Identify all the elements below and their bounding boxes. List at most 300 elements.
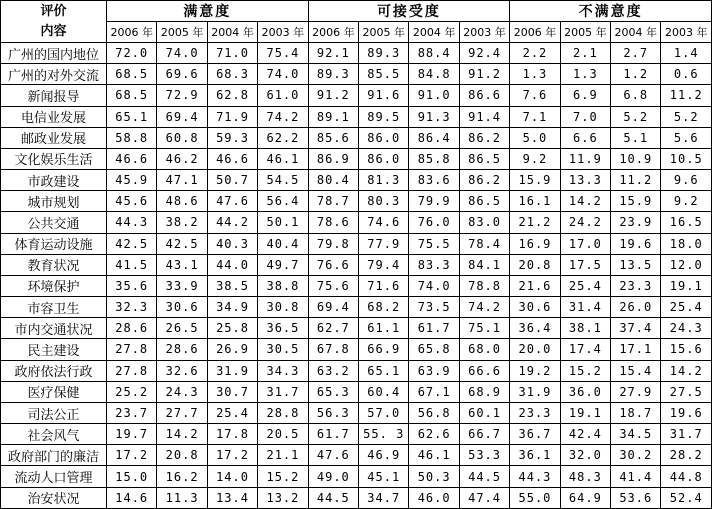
value-cell-satisfaction: 30.6 [157,297,207,318]
value-cell-dissatisfaction: 25.4 [560,275,610,296]
value-cell-acceptance: 79.9 [409,191,459,212]
table-row [1,445,712,466]
value-cell-dissatisfaction: 7.6 [510,85,560,106]
value-cell-acceptance: 46.0 [409,487,459,508]
value-cell-satisfaction: 27.8 [107,339,157,360]
value-cell-dissatisfaction: 11.2 [611,170,661,191]
value-cell-acceptance: 63.9 [409,360,459,381]
value-cell-satisfaction: 14.2 [157,424,207,445]
row-label: 教育状况 [1,254,107,275]
value-cell-satisfaction: 68.3 [207,64,257,85]
value-cell-satisfaction: 24.3 [157,381,207,402]
value-cell-acceptance: 56.8 [409,402,459,423]
value-cell-acceptance: 61.7 [409,318,459,339]
value-cell-satisfaction: 62.8 [207,85,257,106]
table-row [1,127,712,148]
value-cell-dissatisfaction: 12.0 [661,254,712,275]
table-row [1,212,712,233]
table-row [1,339,712,360]
table-row [1,170,712,191]
table-row [1,381,712,402]
value-cell-dissatisfaction: 6.8 [611,85,661,106]
value-cell-satisfaction: 60.8 [157,127,207,148]
value-cell-dissatisfaction: 7.1 [510,106,560,127]
value-cell-satisfaction: 30.8 [258,297,308,318]
row-label: 公共交通 [1,212,107,233]
value-cell-dissatisfaction: 64.9 [560,487,610,508]
value-cell-dissatisfaction: 15.6 [661,339,712,360]
value-cell-dissatisfaction: 5.2 [661,106,712,127]
value-cell-dissatisfaction: 34.5 [611,424,661,445]
value-cell-acceptance: 46.9 [359,445,409,466]
value-cell-satisfaction: 14.6 [107,487,157,508]
value-cell-satisfaction: 71.0 [207,43,257,64]
value-cell-satisfaction: 28.6 [157,339,207,360]
value-cell-satisfaction: 61.0 [258,85,308,106]
value-cell-dissatisfaction: 26.0 [611,297,661,318]
table-row [1,424,712,445]
value-cell-acceptance: 88.4 [409,43,459,64]
value-cell-acceptance: 74.0 [409,275,459,296]
table-row [1,43,712,64]
row-label: 环境保护 [1,275,107,296]
value-cell-acceptance: 60.4 [359,381,409,402]
value-cell-satisfaction: 74.2 [258,106,308,127]
value-cell-acceptance: 44.5 [308,487,358,508]
row-label: 市政建设 [1,170,107,191]
value-cell-dissatisfaction: 15.9 [510,170,560,191]
value-cell-dissatisfaction: 44.3 [510,466,560,487]
value-cell-acceptance: 86.5 [459,148,509,169]
value-cell-satisfaction: 43.1 [157,254,207,275]
value-cell-satisfaction: 69.4 [157,106,207,127]
value-cell-dissatisfaction: 25.4 [661,297,712,318]
value-cell-acceptance: 83.6 [409,170,459,191]
value-cell-satisfaction: 25.8 [207,318,257,339]
row-label: 城市规划 [1,191,107,212]
value-cell-satisfaction: 34.3 [258,360,308,381]
value-cell-satisfaction: 49.7 [258,254,308,275]
value-cell-acceptance: 57.0 [359,402,409,423]
value-cell-satisfaction: 72.9 [157,85,207,106]
value-cell-dissatisfaction: 31.9 [510,381,560,402]
value-cell-satisfaction: 21.1 [258,445,308,466]
value-cell-satisfaction: 33.9 [157,275,207,296]
value-cell-satisfaction: 17.8 [207,424,257,445]
value-cell-satisfaction: 54.5 [258,170,308,191]
value-cell-satisfaction: 42.5 [107,233,157,254]
value-cell-acceptance: 78.7 [308,191,358,212]
value-cell-acceptance: 80.3 [359,191,409,212]
value-cell-acceptance: 65.3 [308,381,358,402]
value-cell-acceptance: 89.3 [359,43,409,64]
value-cell-satisfaction: 44.2 [207,212,257,233]
value-cell-acceptance: 91.0 [409,85,459,106]
value-cell-acceptance: 46.1 [409,445,459,466]
value-cell-acceptance: 74.2 [459,297,509,318]
value-cell-acceptance: 67.8 [308,339,358,360]
value-cell-satisfaction: 72.0 [107,43,157,64]
table-header [1,1,712,43]
value-cell-acceptance: 75.6 [308,275,358,296]
value-cell-dissatisfaction: 21.6 [510,275,560,296]
value-cell-dissatisfaction: 19.6 [661,402,712,423]
row-label: 治安状况 [1,487,107,508]
year-header-dissatisfaction-2004: 2004 年 [611,22,661,43]
year-header-dissatisfaction-2005: 2005 年 [560,22,610,43]
value-cell-dissatisfaction: 36.7 [510,424,560,445]
value-cell-dissatisfaction: 16.1 [510,191,560,212]
value-cell-acceptance: 89.3 [308,64,358,85]
value-cell-dissatisfaction: 24.3 [661,318,712,339]
value-cell-dissatisfaction: 5.2 [611,106,661,127]
year-header-satisfaction-2004: 2004 年 [207,22,257,43]
value-cell-satisfaction: 58.8 [107,127,157,148]
value-cell-satisfaction: 44.3 [107,212,157,233]
value-cell-satisfaction: 45.6 [107,191,157,212]
row-label: 新闻报导 [1,85,107,106]
value-cell-acceptance: 76.0 [409,212,459,233]
value-cell-acceptance: 89.5 [359,106,409,127]
value-cell-acceptance: 65.1 [359,360,409,381]
value-cell-dissatisfaction: 20.8 [510,254,560,275]
value-cell-dissatisfaction: 31.7 [661,424,712,445]
row-label: 政府部门的廉洁 [1,445,107,466]
value-cell-dissatisfaction: 37.4 [611,318,661,339]
value-cell-acceptance: 89.1 [308,106,358,127]
value-cell-satisfaction: 34.9 [207,297,257,318]
value-cell-dissatisfaction: 19.1 [560,402,610,423]
value-cell-dissatisfaction: 27.9 [611,381,661,402]
value-cell-dissatisfaction: 53.6 [611,487,661,508]
value-cell-acceptance: 68.0 [459,339,509,360]
row-label: 邮政业发展 [1,127,107,148]
row-label: 流动人口管理 [1,466,107,487]
value-cell-dissatisfaction: 23.3 [611,275,661,296]
value-cell-dissatisfaction: 6.9 [560,85,610,106]
value-cell-dissatisfaction: 9.2 [510,148,560,169]
value-cell-satisfaction: 23.7 [107,402,157,423]
year-header-acceptance-2003: 2003 年 [459,22,509,43]
value-cell-acceptance: 86.0 [359,148,409,169]
value-cell-dissatisfaction: 27.5 [661,381,712,402]
value-cell-acceptance: 68.9 [459,381,509,402]
value-cell-satisfaction: 19.7 [107,424,157,445]
year-header-satisfaction-2005: 2005 年 [157,22,207,43]
row-label: 社会风气 [1,424,107,445]
value-cell-dissatisfaction: 10.9 [611,148,661,169]
value-cell-satisfaction: 26.9 [207,339,257,360]
value-cell-satisfaction: 17.2 [207,445,257,466]
value-cell-dissatisfaction: 16.5 [661,212,712,233]
value-cell-dissatisfaction: 20.0 [510,339,560,360]
row-label: 市内交通状况 [1,318,107,339]
value-cell-dissatisfaction: 11.2 [661,85,712,106]
value-cell-dissatisfaction: 31.4 [560,297,610,318]
value-cell-dissatisfaction: 28.2 [661,445,712,466]
value-cell-dissatisfaction: 21.2 [510,212,560,233]
value-cell-dissatisfaction: 24.2 [560,212,610,233]
value-cell-acceptance: 60.1 [459,402,509,423]
value-cell-acceptance: 76.6 [308,254,358,275]
value-cell-dissatisfaction: 41.4 [611,466,661,487]
value-cell-dissatisfaction: 42.4 [560,424,610,445]
value-cell-acceptance: 47.6 [308,445,358,466]
value-cell-satisfaction: 15.0 [107,466,157,487]
value-cell-satisfaction: 65.1 [107,106,157,127]
value-cell-satisfaction: 30.7 [207,381,257,402]
value-cell-dissatisfaction: 14.2 [560,191,610,212]
row-label: 民主建设 [1,339,107,360]
value-cell-acceptance: 86.4 [409,127,459,148]
value-cell-satisfaction: 71.9 [207,106,257,127]
value-cell-acceptance: 86.9 [308,148,358,169]
table-row [1,85,712,106]
year-header-acceptance-2005: 2005 年 [359,22,409,43]
value-cell-acceptance: 86.5 [459,191,509,212]
corner-header-line1: 评价 [40,3,67,19]
year-header-acceptance-2004: 2004 年 [409,22,459,43]
value-cell-satisfaction: 36.5 [258,318,308,339]
value-cell-acceptance: 75.1 [459,318,509,339]
value-cell-dissatisfaction: 19.6 [611,233,661,254]
value-cell-acceptance: 91.2 [459,64,509,85]
value-cell-dissatisfaction: 6.6 [560,127,610,148]
value-cell-satisfaction: 30.5 [258,339,308,360]
table-row [1,297,712,318]
value-cell-satisfaction: 46.2 [157,148,207,169]
year-header-acceptance-2006: 2006 年 [308,22,358,43]
value-cell-satisfaction: 74.0 [258,64,308,85]
value-cell-acceptance: 77.9 [359,233,409,254]
value-cell-satisfaction: 62.2 [258,127,308,148]
group-header-satisfaction: 满意度 [107,1,309,22]
table-row [1,254,712,275]
value-cell-acceptance: 56.3 [308,402,358,423]
table-row [1,233,712,254]
row-label: 政府依法行政 [1,360,107,381]
value-cell-satisfaction: 40.3 [207,233,257,254]
value-cell-satisfaction: 38.2 [157,212,207,233]
value-cell-acceptance: 92.1 [308,43,358,64]
value-cell-acceptance: 73.5 [409,297,459,318]
value-cell-acceptance: 91.2 [308,85,358,106]
value-cell-satisfaction: 47.1 [157,170,207,191]
table-row [1,360,712,381]
table-row [1,487,712,508]
value-cell-dissatisfaction: 5.1 [611,127,661,148]
value-cell-satisfaction: 46.6 [207,148,257,169]
value-cell-dissatisfaction: 36.1 [510,445,560,466]
corner-header-eval-content [1,1,107,43]
value-cell-satisfaction: 40.4 [258,233,308,254]
value-cell-dissatisfaction: 36.0 [560,381,610,402]
value-cell-dissatisfaction: 14.2 [661,360,712,381]
row-label: 司法公正 [1,402,107,423]
value-cell-satisfaction: 46.6 [107,148,157,169]
value-cell-acceptance: 91.3 [409,106,459,127]
value-cell-acceptance: 71.6 [359,275,409,296]
value-cell-acceptance: 34.7 [359,487,409,508]
value-cell-dissatisfaction: 13.5 [611,254,661,275]
value-cell-acceptance: 85.5 [359,64,409,85]
value-cell-acceptance: 61.7 [308,424,358,445]
value-cell-satisfaction: 32.3 [107,297,157,318]
table-row [1,106,712,127]
value-cell-satisfaction: 59.3 [207,127,257,148]
value-cell-satisfaction: 47.6 [207,191,257,212]
value-cell-satisfaction: 13.2 [258,487,308,508]
value-cell-dissatisfaction: 7.0 [560,106,610,127]
value-cell-satisfaction: 13.4 [207,487,257,508]
year-header-satisfaction-2003: 2003 年 [258,22,308,43]
value-cell-acceptance: 69.4 [308,297,358,318]
value-cell-dissatisfaction: 0.6 [661,64,712,85]
value-cell-dissatisfaction: 2.7 [611,43,661,64]
value-cell-acceptance: 61.1 [359,318,409,339]
value-cell-dissatisfaction: 5.0 [510,127,560,148]
value-cell-satisfaction: 16.2 [157,466,207,487]
value-cell-satisfaction: 68.5 [107,85,157,106]
table-row [1,148,712,169]
value-cell-dissatisfaction: 9.6 [661,170,712,191]
value-cell-dissatisfaction: 19.2 [510,360,560,381]
value-cell-satisfaction: 27.8 [107,360,157,381]
value-cell-acceptance: 78.6 [308,212,358,233]
value-cell-dissatisfaction: 5.6 [661,127,712,148]
group-header-dissatisfaction: 不满意度 [510,1,712,22]
value-cell-acceptance: 80.4 [308,170,358,191]
year-header-dissatisfaction-2003: 2003 年 [661,22,712,43]
value-cell-dissatisfaction: 32.0 [560,445,610,466]
value-cell-satisfaction: 28.8 [258,402,308,423]
row-label: 广州的国内地位 [1,43,107,64]
value-cell-dissatisfaction: 36.4 [510,318,560,339]
value-cell-dissatisfaction: 1.4 [661,43,712,64]
value-cell-dissatisfaction: 15.4 [611,360,661,381]
value-cell-acceptance: 67.1 [409,381,459,402]
value-cell-acceptance: 62.6 [409,424,459,445]
value-cell-satisfaction: 38.8 [258,275,308,296]
value-cell-acceptance: 66.9 [359,339,409,360]
value-cell-satisfaction: 31.9 [207,360,257,381]
table-row [1,191,712,212]
value-cell-satisfaction: 41.5 [107,254,157,275]
value-cell-satisfaction: 46.1 [258,148,308,169]
value-cell-dissatisfaction: 18.0 [661,233,712,254]
value-cell-dissatisfaction: 44.8 [661,466,712,487]
value-cell-acceptance: 86.6 [459,85,509,106]
value-cell-dissatisfaction: 17.4 [560,339,610,360]
value-cell-acceptance: 91.4 [459,106,509,127]
value-cell-dissatisfaction: 1.3 [510,64,560,85]
value-cell-satisfaction: 31.7 [258,381,308,402]
value-cell-dissatisfaction: 55.0 [510,487,560,508]
value-cell-dissatisfaction: 16.9 [510,233,560,254]
year-header-satisfaction-2006: 2006 年 [107,22,157,43]
value-cell-dissatisfaction: 30.2 [611,445,661,466]
value-cell-acceptance: 68.2 [359,297,409,318]
value-cell-dissatisfaction: 18.7 [611,402,661,423]
value-cell-dissatisfaction: 1.2 [611,64,661,85]
value-cell-satisfaction: 25.2 [107,381,157,402]
value-cell-acceptance: 65.8 [409,339,459,360]
value-cell-acceptance: 47.4 [459,487,509,508]
value-cell-acceptance: 44.5 [459,466,509,487]
value-cell-acceptance: 49.0 [308,466,358,487]
value-cell-dissatisfaction: 1.3 [560,64,610,85]
value-cell-acceptance: 78.8 [459,275,509,296]
table-row [1,318,712,339]
value-cell-dissatisfaction: 2.2 [510,43,560,64]
value-cell-dissatisfaction: 9.2 [661,191,712,212]
value-cell-dissatisfaction: 15.9 [611,191,661,212]
value-cell-acceptance: 86.2 [459,170,509,191]
value-cell-acceptance: 91.6 [359,85,409,106]
value-cell-acceptance: 75.5 [409,233,459,254]
value-cell-satisfaction: 42.5 [157,233,207,254]
value-cell-satisfaction: 11.3 [157,487,207,508]
value-cell-acceptance: 86.0 [359,127,409,148]
row-label: 广州的对外交流 [1,64,107,85]
value-cell-dissatisfaction: 10.5 [661,148,712,169]
value-cell-acceptance: 79.8 [308,233,358,254]
value-cell-dissatisfaction: 19.1 [661,275,712,296]
value-cell-satisfaction: 75.4 [258,43,308,64]
value-cell-satisfaction: 45.9 [107,170,157,191]
value-cell-satisfaction: 32.6 [157,360,207,381]
value-cell-acceptance: 74.6 [359,212,409,233]
table-row [1,64,712,85]
value-cell-acceptance: 85.8 [409,148,459,169]
value-cell-satisfaction: 48.6 [157,191,207,212]
value-cell-satisfaction: 25.4 [207,402,257,423]
group-header-acceptance: 可接受度 [308,1,510,22]
value-cell-satisfaction: 69.6 [157,64,207,85]
value-cell-acceptance: 66.7 [459,424,509,445]
value-cell-acceptance: 85.6 [308,127,358,148]
value-cell-satisfaction: 27.7 [157,402,207,423]
row-label: 医疗保健 [1,381,107,402]
table-row [1,466,712,487]
value-cell-satisfaction: 20.5 [258,424,308,445]
value-cell-satisfaction: 20.8 [157,445,207,466]
value-cell-satisfaction: 56.4 [258,191,308,212]
value-cell-acceptance: 50.3 [409,466,459,487]
row-label: 市容卫生 [1,297,107,318]
year-header-dissatisfaction-2006: 2006 年 [510,22,560,43]
value-cell-satisfaction: 14.0 [207,466,257,487]
value-cell-dissatisfaction: 11.9 [560,148,610,169]
value-cell-dissatisfaction: 2.1 [560,43,610,64]
value-cell-dissatisfaction: 17.0 [560,233,610,254]
value-cell-acceptance: 63.2 [308,360,358,381]
value-cell-acceptance: 55. 3 [359,424,409,445]
table-row [1,275,712,296]
row-label: 电信业发展 [1,106,107,127]
value-cell-dissatisfaction: 48.3 [560,466,610,487]
value-cell-acceptance: 84.1 [459,254,509,275]
value-cell-dissatisfaction: 17.5 [560,254,610,275]
row-label: 文化娱乐生活 [1,148,107,169]
value-cell-acceptance: 81.3 [359,170,409,191]
table-row [1,402,712,423]
value-cell-satisfaction: 15.2 [258,466,308,487]
value-cell-acceptance: 86.2 [459,127,509,148]
value-cell-satisfaction: 28.6 [107,318,157,339]
value-cell-dissatisfaction: 23.9 [611,212,661,233]
value-cell-acceptance: 66.6 [459,360,509,381]
